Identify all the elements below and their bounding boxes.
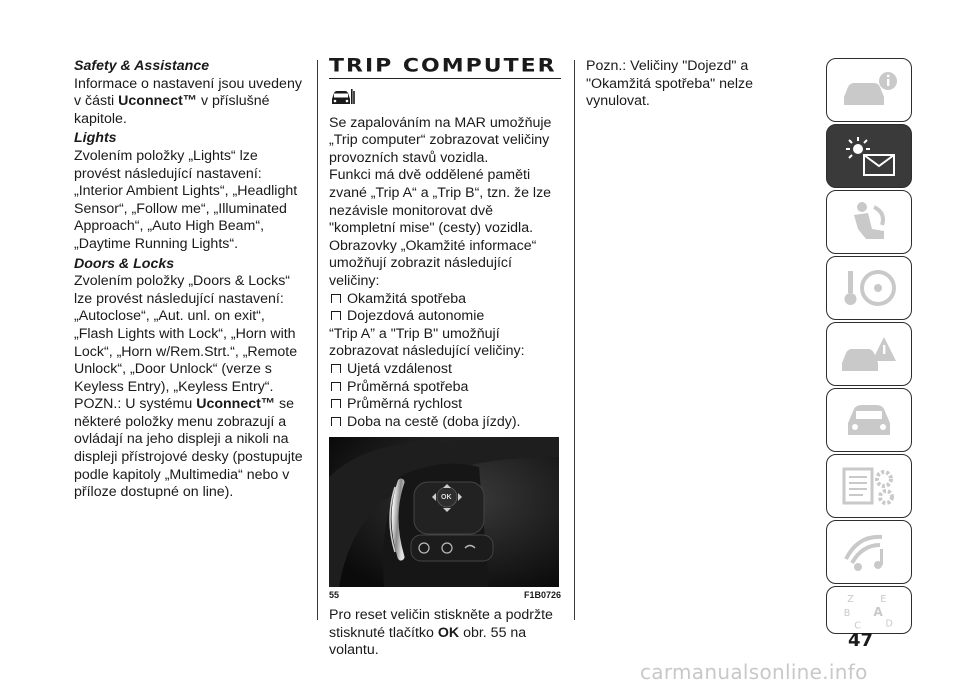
watermark: carmanualsonline.info [640,660,868,684]
list-item: Průměrná spotřeba [329,379,561,397]
section-title: TRIP COMPUTER [329,55,557,77]
list-item: Dojezdová autonomie [329,308,561,326]
figure-number: 55 [329,590,340,601]
key-steering-wheel-icon [838,265,900,311]
paragraph-trip-ab: “Trip A” a "Trip B" umožňují zobrazovat následující veličiny: [329,325,525,360]
car-info-icon [838,67,900,113]
bullet-icon [331,399,341,408]
paragraph-doors-locks: Zvolením položky „Doors & Locks“ lze provést následující nastavení: „Autoclose“, „Aut. unl. on exit“, „Flash Lights with Lock“, „Horn with Lock“, „Horn w/Rem.Strt.“, „Remote Unlock“, „Door Unlock“ (verze s Keyless Entry), „Keyless Entry“. [74,273,298,395]
tab-technical-data[interactable] [826,454,912,518]
tab-starting-driving[interactable] [826,256,912,320]
paragraph-safety: Informace o nastavení jsou uvedeny v části Uconnect™ v příslušné kapitole. [74,75,302,127]
left-column [74,58,304,502]
bullet-icon [331,294,341,303]
bullet-icon [331,382,341,391]
paragraph-reset: Pro reset veličin stiskněte a podržte stisknuté tlačítko OK obr. 55 na volantu. [329,607,553,659]
car-front-icon [838,397,900,443]
paragraph-trip-memories: Funkci má dvě oddělené paměti zvané „Trip A“ a „Trip B“, tzn. že lze nezávisle monitorovat dvě "kompletní mise" (cesty) vozidla. [329,167,552,237]
tab-safety[interactable] [826,190,912,254]
index-letter: B [843,608,851,620]
service-gears-icon [838,463,900,509]
steering-wheel-figure [329,437,559,587]
paragraph-trip-intro: Se zapalováním na MAR umožňuje „Trip computer“ zobrazovat veličiny provozních stavů vozidla. [329,114,552,166]
ok-button-label: OK [441,494,452,502]
index-letter: A [873,605,883,620]
tab-emergency[interactable] [826,322,912,386]
multimedia-icon [838,529,900,575]
column-divider [574,60,575,620]
seat-airbag-icon [838,199,900,245]
car-section-icon [329,85,355,107]
index-letter: D [885,618,893,630]
tab-multimedia[interactable] [826,520,912,584]
index-letter: C [854,620,861,630]
bullet-icon [331,311,341,320]
tab-index[interactable] [826,586,912,634]
car-warning-icon [838,331,900,377]
column-divider [317,60,318,620]
list-instant [329,291,561,326]
heading-doors-locks: Doors & Locks [74,255,175,272]
figure-code: F1B0726 [523,590,561,601]
title-rule [329,78,561,79]
tab-car-info[interactable] [826,58,912,122]
paragraph-instant-info: Obrazovky „Okamžité informace“ umožňují zobrazit následující veličiny: [329,237,537,289]
heading-safety-assistance: Safety & Assistance [74,58,210,74]
heading-lights: Lights [74,130,117,147]
tab-warning-lights[interactable] [826,124,912,188]
index-letter: Z [847,594,854,606]
steering-wheel-illustration [329,437,559,587]
list-item: Ujetá vzdálenost [329,361,561,379]
middle-column [329,55,561,660]
tab-maintenance[interactable] [826,388,912,452]
bullet-icon [331,417,341,426]
bullet-icon [331,364,341,373]
warning-light-message-icon [838,133,900,179]
right-column [586,58,796,111]
list-trip [329,361,561,431]
index-letter: E [880,594,887,606]
list-item: Okamžitá spotřeba [329,291,561,309]
paragraph-note: POZN.: U systému Uconnect™ se některé položky menu zobrazují a ovládají na jeho displeji a nikoli na displeji přístrojové desky (postupujte podle kapitoly „Multimedia“ nebo v příloze dostupné on line). [74,396,303,501]
paragraph-note-reset: Pozn.: Veličiny "Dojezd" a "Okamžitá spotřeba" nelze vynulovat. [586,58,754,110]
paragraph-lights: Zvolením položky „Lights“ lze provést následující nastavení: „Interior Ambient Lights“, „Headlight Sensor“, „Follow me“, „Illuminated Approach“, „Auto High Beam“, „Daytime Running Lights“. [74,147,298,252]
alphabet-index-icon [838,590,900,630]
page-number: 47 [848,630,874,651]
figure-caption [329,590,561,601]
list-item: Doba na cestě (doba jízdy). [329,414,561,432]
list-item: Průměrná rychlost [329,396,561,414]
